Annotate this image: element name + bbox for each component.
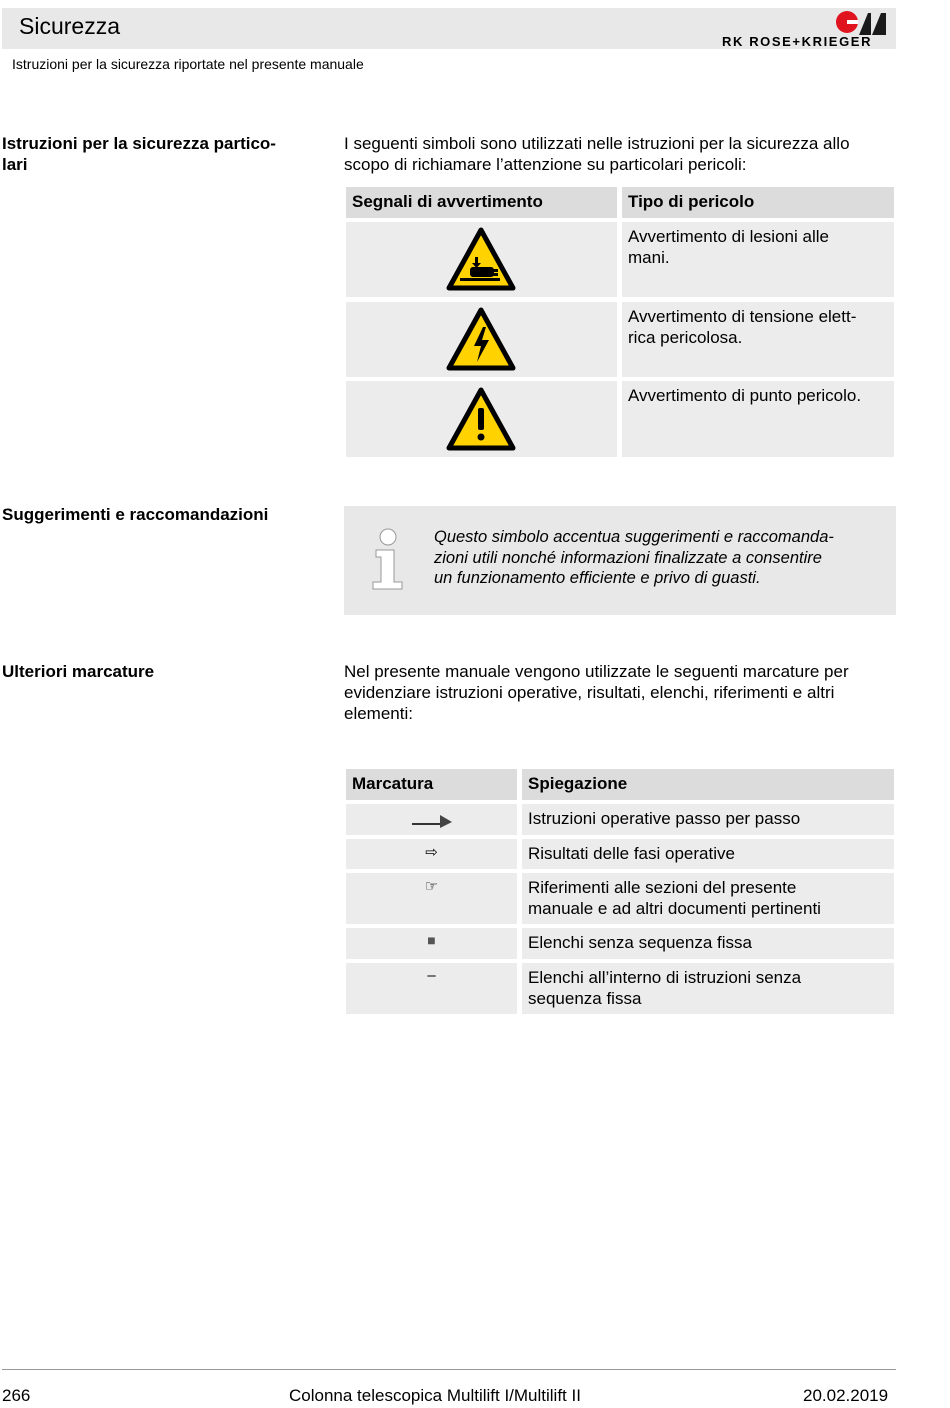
intro-line: I seguenti simboli sono utilizzati nelle istruzioni per la sicurezza allo — [344, 134, 850, 153]
paragraph-line: Nel presente manuale vengono utilizzate le seguenti marcature per — [344, 662, 849, 681]
table-header-explanation: Spiegazione — [522, 769, 894, 800]
hazard-description: Avvertimento di punto pericolo. — [628, 386, 862, 405]
hazard-description: mani. — [628, 248, 670, 267]
info-line: un funzionamento efficiente e privo di guasti. — [434, 569, 761, 587]
table-row — [346, 873, 517, 924]
company-logo-text: RK ROSE+KRIEGER — [722, 34, 873, 49]
section-intro — [344, 133, 900, 175]
table-row — [522, 963, 894, 1014]
section-heading-markings: Ulteriori marcature — [2, 662, 155, 681]
intro-line: scopo di richiamare l’attenzione su particolari pericoli: — [344, 155, 747, 174]
reference-hand-icon: ☞ — [424, 878, 439, 895]
table-row — [346, 839, 517, 869]
table-row — [622, 222, 894, 297]
general-danger-warning-icon — [446, 387, 516, 451]
footer-divider — [2, 1369, 896, 1370]
table-row — [622, 302, 894, 377]
marking-explanation: manuale e ad altri documenti pertinenti — [528, 899, 821, 918]
paragraph-line: elementi: — [344, 704, 413, 723]
paragraph-line: evidenziare istruzioni operative, risultati, elenchi, riferimenti e altri — [344, 683, 835, 702]
page-subtitle: Istruzioni per la sicurezza riportate nel presente manuale — [12, 56, 364, 72]
marking-explanation: Riferimenti alle sezioni del presente — [528, 878, 797, 897]
marking-explanation: Risultati delle fasi operative — [528, 844, 735, 863]
section-heading-safety — [2, 133, 276, 175]
table-row — [522, 839, 894, 869]
hazard-description: Avvertimento di tensione elett- — [628, 307, 857, 326]
hazard-description: Avvertimento di lesioni alle — [628, 227, 829, 246]
table-row — [346, 928, 517, 959]
document-date: 20.02.2019 — [803, 1386, 889, 1405]
table-row — [522, 873, 894, 924]
info-line: Questo simbolo accentua suggerimenti e raccomanda- — [434, 528, 834, 546]
table-header-warning-signs: Segnali di avvertimento — [346, 187, 617, 218]
table-header-hazard-type: Tipo di pericolo — [622, 187, 894, 218]
table-row — [522, 804, 894, 835]
info-line: zioni utili nonché informazioni finalizzate a consentire — [434, 548, 822, 567]
info-icon — [370, 528, 406, 590]
info-text — [434, 527, 890, 589]
table-row — [346, 302, 617, 377]
table-row — [346, 381, 617, 457]
table-row — [346, 222, 617, 297]
section-heading-tips: Suggerimenti e raccomandazioni — [2, 505, 269, 524]
table-header-marking: Marcatura — [346, 769, 517, 800]
table-row — [346, 804, 517, 835]
table-row — [522, 928, 894, 959]
marking-explanation: Elenchi all’interno di istruzioni senza — [528, 968, 802, 987]
page-number: 266 — [2, 1386, 31, 1405]
square-bullet-icon: ■ — [427, 932, 436, 948]
markings-paragraph — [344, 661, 900, 724]
document-title: Colonna telescopica Multilift I/Multilift II — [289, 1386, 581, 1405]
hand-injury-warning-icon — [446, 227, 516, 291]
electric-voltage-warning-icon — [446, 307, 516, 371]
marking-explanation: Istruzioni operative passo per passo — [528, 809, 801, 828]
table-row — [622, 381, 894, 457]
page-title: Sicurezza — [19, 13, 120, 39]
result-arrow-icon: ⇨ — [425, 844, 438, 861]
dash-bullet-icon: – — [427, 967, 436, 984]
marking-explanation: Elenchi senza sequenza fissa — [528, 933, 752, 952]
heading-line: Istruzioni per la sicurezza partico- — [2, 134, 276, 153]
table-row — [346, 963, 517, 1014]
hazard-description: rica pericolosa. — [628, 328, 743, 347]
marking-explanation: sequenza fissa — [528, 989, 642, 1008]
heading-line: lari — [2, 155, 28, 174]
company-logo-icon — [835, 9, 887, 35]
step-arrow-icon — [412, 814, 452, 828]
